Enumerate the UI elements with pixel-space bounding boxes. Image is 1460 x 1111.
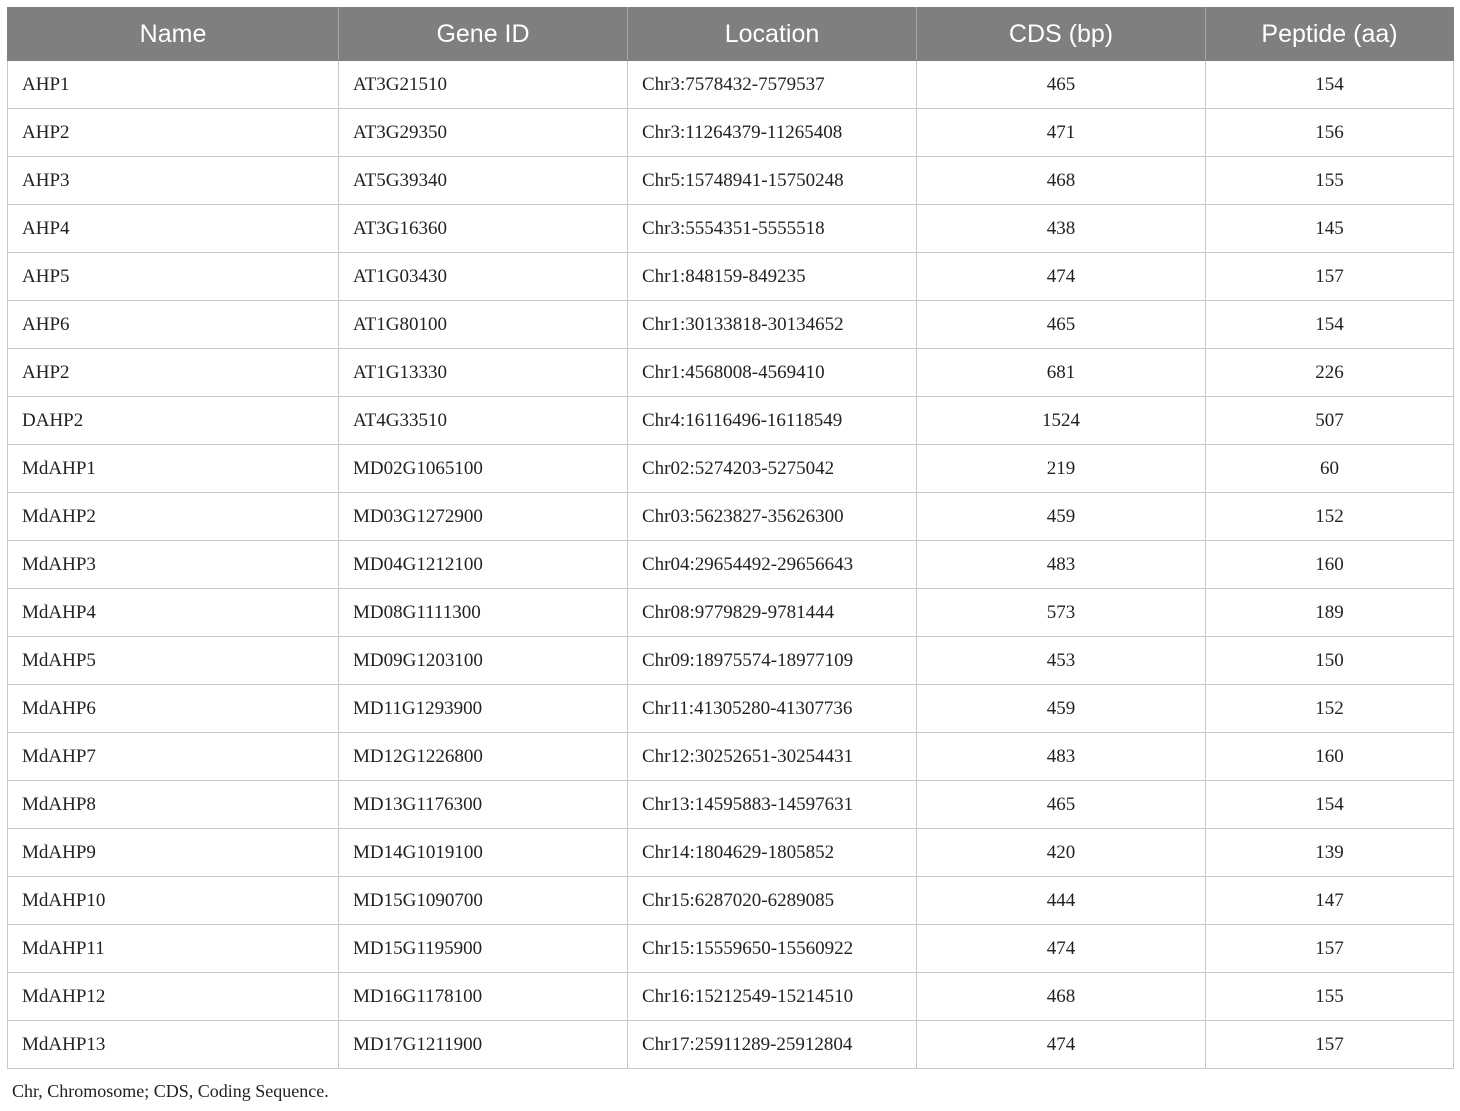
cell-gene-id: AT3G21510 bbox=[339, 61, 628, 109]
cell-cds: 681 bbox=[917, 349, 1206, 397]
cell-name: MdAHP12 bbox=[8, 973, 339, 1021]
cell-gene-id: AT1G13330 bbox=[339, 349, 628, 397]
cell-cds: 483 bbox=[917, 541, 1206, 589]
cell-cds: 468 bbox=[917, 973, 1206, 1021]
cell-peptide: 154 bbox=[1206, 781, 1454, 829]
table-row bbox=[8, 109, 1454, 157]
cell-name: AHP2 bbox=[8, 109, 339, 157]
cell-location: Chr15:6287020-6289085 bbox=[628, 877, 917, 925]
cell-cds: 474 bbox=[917, 925, 1206, 973]
cell-peptide: 139 bbox=[1206, 829, 1454, 877]
table-row bbox=[8, 397, 1454, 445]
cell-cds: 468 bbox=[917, 157, 1206, 205]
table-row bbox=[8, 877, 1454, 925]
cell-name: AHP2 bbox=[8, 349, 339, 397]
cell-location: Chr3:5554351-5555518 bbox=[628, 205, 917, 253]
cell-cds: 465 bbox=[917, 61, 1206, 109]
cell-peptide: 152 bbox=[1206, 493, 1454, 541]
cell-peptide: 507 bbox=[1206, 397, 1454, 445]
cell-gene-id: AT3G29350 bbox=[339, 109, 628, 157]
table-row bbox=[8, 637, 1454, 685]
table-row bbox=[8, 61, 1454, 109]
cell-peptide: 189 bbox=[1206, 589, 1454, 637]
cell-location: Chr3:7578432-7579537 bbox=[628, 61, 917, 109]
cell-name: MdAHP7 bbox=[8, 733, 339, 781]
cell-peptide: 154 bbox=[1206, 61, 1454, 109]
cell-cds: 459 bbox=[917, 685, 1206, 733]
cell-peptide: 157 bbox=[1206, 1021, 1454, 1069]
table-row bbox=[8, 541, 1454, 589]
table-row bbox=[8, 253, 1454, 301]
cell-gene-id: MD04G1212100 bbox=[339, 541, 628, 589]
cell-name: MdAHP1 bbox=[8, 445, 339, 493]
cell-cds: 444 bbox=[917, 877, 1206, 925]
cell-peptide: 152 bbox=[1206, 685, 1454, 733]
cell-name: MdAHP10 bbox=[8, 877, 339, 925]
cell-name: AHP3 bbox=[8, 157, 339, 205]
gene-table-container bbox=[7, 7, 1453, 1069]
cell-location: Chr15:15559650-15560922 bbox=[628, 925, 917, 973]
table-row bbox=[8, 685, 1454, 733]
cell-cds: 459 bbox=[917, 493, 1206, 541]
cell-location: Chr13:14595883-14597631 bbox=[628, 781, 917, 829]
table-row bbox=[8, 301, 1454, 349]
table-footnote: Chr, Chromosome; CDS, Coding Sequence. bbox=[12, 1081, 329, 1101]
cell-cds: 438 bbox=[917, 205, 1206, 253]
cell-location: Chr3:11264379-11265408 bbox=[628, 109, 917, 157]
cell-location: Chr02:5274203-5275042 bbox=[628, 445, 917, 493]
header-cds: CDS (bp) bbox=[917, 8, 1206, 61]
cell-location: Chr08:9779829-9781444 bbox=[628, 589, 917, 637]
cell-gene-id: AT1G80100 bbox=[339, 301, 628, 349]
cell-name: MdAHP3 bbox=[8, 541, 339, 589]
table-row bbox=[8, 349, 1454, 397]
cell-name: MdAHP11 bbox=[8, 925, 339, 973]
cell-gene-id: MD02G1065100 bbox=[339, 445, 628, 493]
cell-gene-id: MD15G1090700 bbox=[339, 877, 628, 925]
cell-peptide: 157 bbox=[1206, 925, 1454, 973]
cell-cds: 465 bbox=[917, 781, 1206, 829]
cell-cds: 474 bbox=[917, 1021, 1206, 1069]
cell-gene-id: AT5G39340 bbox=[339, 157, 628, 205]
cell-peptide: 226 bbox=[1206, 349, 1454, 397]
cell-cds: 483 bbox=[917, 733, 1206, 781]
cell-location: Chr5:15748941-15750248 bbox=[628, 157, 917, 205]
table-row bbox=[8, 157, 1454, 205]
cell-name: AHP1 bbox=[8, 61, 339, 109]
cell-location: Chr04:29654492-29656643 bbox=[628, 541, 917, 589]
table-row bbox=[8, 445, 1454, 493]
cell-gene-id: MD14G1019100 bbox=[339, 829, 628, 877]
cell-peptide: 160 bbox=[1206, 733, 1454, 781]
table-header bbox=[8, 8, 1454, 61]
cell-gene-id: MD09G1203100 bbox=[339, 637, 628, 685]
header-peptide: Peptide (aa) bbox=[1206, 8, 1454, 61]
cell-cds: 573 bbox=[917, 589, 1206, 637]
cell-peptide: 156 bbox=[1206, 109, 1454, 157]
cell-peptide: 155 bbox=[1206, 973, 1454, 1021]
cell-location: Chr4:16116496-16118549 bbox=[628, 397, 917, 445]
cell-gene-id: MD11G1293900 bbox=[339, 685, 628, 733]
table-row bbox=[8, 205, 1454, 253]
cell-cds: 420 bbox=[917, 829, 1206, 877]
table-body bbox=[8, 61, 1454, 1069]
cell-peptide: 154 bbox=[1206, 301, 1454, 349]
cell-name: MdAHP4 bbox=[8, 589, 339, 637]
cell-gene-id: MD16G1178100 bbox=[339, 973, 628, 1021]
cell-peptide: 157 bbox=[1206, 253, 1454, 301]
cell-gene-id: AT3G16360 bbox=[339, 205, 628, 253]
table-row bbox=[8, 589, 1454, 637]
table-row bbox=[8, 925, 1454, 973]
cell-gene-id: AT1G03430 bbox=[339, 253, 628, 301]
cell-name: DAHP2 bbox=[8, 397, 339, 445]
cell-gene-id: MD17G1211900 bbox=[339, 1021, 628, 1069]
cell-location: Chr11:41305280-41307736 bbox=[628, 685, 917, 733]
cell-gene-id: MD12G1226800 bbox=[339, 733, 628, 781]
cell-gene-id: MD15G1195900 bbox=[339, 925, 628, 973]
header-gene-id: Gene ID bbox=[339, 8, 628, 61]
cell-location: Chr17:25911289-25912804 bbox=[628, 1021, 917, 1069]
gene-table bbox=[7, 7, 1454, 1069]
cell-location: Chr03:5623827-35626300 bbox=[628, 493, 917, 541]
cell-name: AHP5 bbox=[8, 253, 339, 301]
cell-peptide: 60 bbox=[1206, 445, 1454, 493]
cell-peptide: 145 bbox=[1206, 205, 1454, 253]
cell-cds: 474 bbox=[917, 253, 1206, 301]
cell-cds: 465 bbox=[917, 301, 1206, 349]
cell-name: MdAHP8 bbox=[8, 781, 339, 829]
cell-location: Chr1:30133818-30134652 bbox=[628, 301, 917, 349]
header-name: Name bbox=[8, 8, 339, 61]
cell-peptide: 155 bbox=[1206, 157, 1454, 205]
cell-location: Chr12:30252651-30254431 bbox=[628, 733, 917, 781]
cell-name: MdAHP9 bbox=[8, 829, 339, 877]
cell-location: Chr1:848159-849235 bbox=[628, 253, 917, 301]
cell-name: MdAHP5 bbox=[8, 637, 339, 685]
table-row bbox=[8, 1021, 1454, 1069]
table-row bbox=[8, 733, 1454, 781]
cell-peptide: 150 bbox=[1206, 637, 1454, 685]
table-row bbox=[8, 493, 1454, 541]
cell-gene-id: MD13G1176300 bbox=[339, 781, 628, 829]
cell-gene-id: MD08G1111300 bbox=[339, 589, 628, 637]
header-location: Location bbox=[628, 8, 917, 61]
cell-name: MdAHP2 bbox=[8, 493, 339, 541]
cell-cds: 1524 bbox=[917, 397, 1206, 445]
cell-peptide: 147 bbox=[1206, 877, 1454, 925]
cell-cds: 471 bbox=[917, 109, 1206, 157]
cell-name: AHP6 bbox=[8, 301, 339, 349]
cell-gene-id: MD03G1272900 bbox=[339, 493, 628, 541]
cell-name: AHP4 bbox=[8, 205, 339, 253]
table-row bbox=[8, 829, 1454, 877]
cell-location: Chr14:1804629-1805852 bbox=[628, 829, 917, 877]
cell-name: MdAHP13 bbox=[8, 1021, 339, 1069]
cell-location: Chr09:18975574-18977109 bbox=[628, 637, 917, 685]
cell-gene-id: AT4G33510 bbox=[339, 397, 628, 445]
cell-name: MdAHP6 bbox=[8, 685, 339, 733]
cell-location: Chr1:4568008-4569410 bbox=[628, 349, 917, 397]
cell-cds: 453 bbox=[917, 637, 1206, 685]
table-row bbox=[8, 973, 1454, 1021]
cell-peptide: 160 bbox=[1206, 541, 1454, 589]
cell-cds: 219 bbox=[917, 445, 1206, 493]
header-row bbox=[8, 8, 1454, 61]
table-row bbox=[8, 781, 1454, 829]
cell-location: Chr16:15212549-15214510 bbox=[628, 973, 917, 1021]
